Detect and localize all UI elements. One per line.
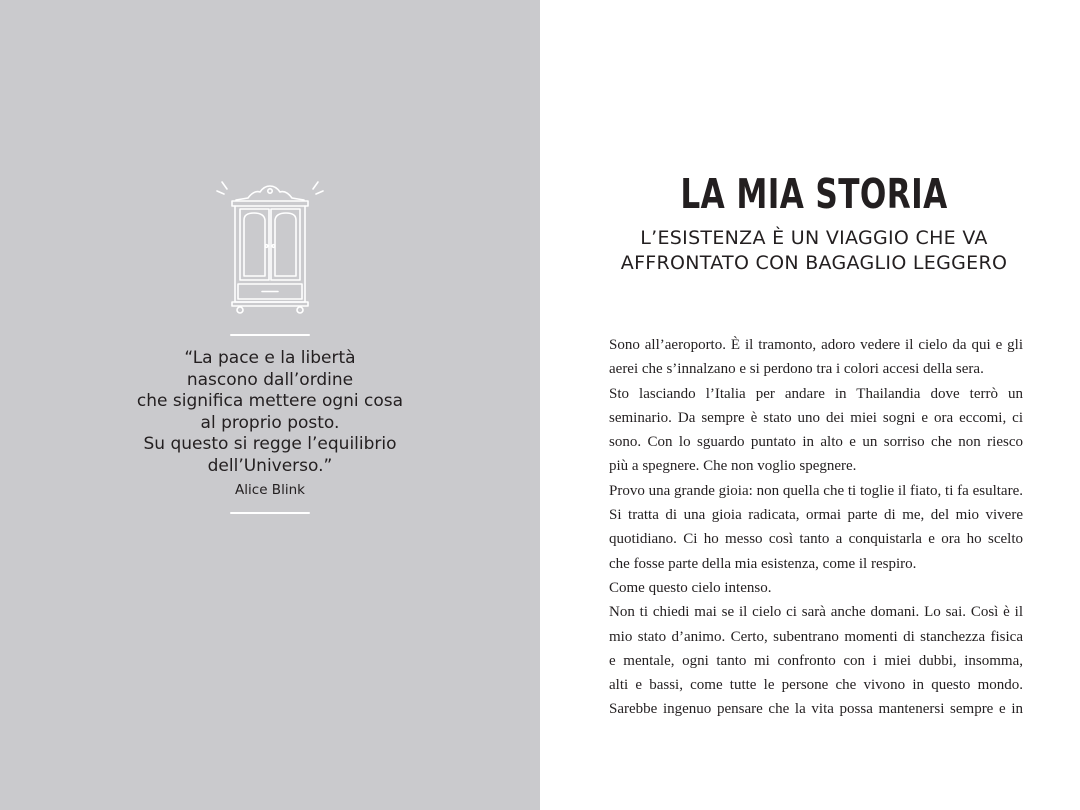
body-line: più a spegnere. Che non voglio spegnere. (609, 458, 857, 475)
quote-line: nascono dall’ordine (186, 369, 354, 390)
body-line: Non ti chiedi mai se il cielo ci sarà anche domani. Lo sai. Così è il (609, 604, 1023, 621)
epigraph-quote (100, 348, 440, 477)
subtitle-line: AFFRONTATO CON BAGAGLIO LEGGERO (620, 252, 1008, 274)
body-line: che fosse parte della mia esistenza, come il respiro. (609, 555, 917, 572)
chapter-body-text (609, 333, 1023, 722)
body-line: Si tratta di una gioia radicata, ormai parte di me, del mio vivere (609, 507, 1023, 524)
right-page (540, 0, 1080, 810)
body-line: seminario. Da sempre è stato uno dei miei sogni e ora eccomi, ci (609, 409, 1023, 426)
body-line: Provo una grande gioia: non quella che ti toglie il fiato, ti fa esultare. (609, 482, 1023, 499)
quote-divider-top (230, 334, 310, 336)
chapter-subtitle (554, 226, 1074, 276)
quote-line: al proprio posto. (200, 412, 340, 433)
subtitle-line: L’ESISTENZA È UN VIAGGIO CHE VA (640, 227, 988, 249)
body-line: aerei che s’innalzano e si perdono tra i colori accesi della sera. (609, 361, 984, 378)
body-line: quotidiano. Ci ho messo così tanto a conquistarla e ora ho scelto (609, 531, 1023, 548)
chapter-title: LA MIA STORIA (680, 170, 948, 218)
body-line: mio stato d’animo. Certo, subentrano momenti di stanchezza fisica (609, 628, 1023, 645)
body-line: Come questo cielo intenso. (609, 579, 772, 596)
body-line: Sarebbe ingenuo pensare che la vita possa mantenersi sempre e in (609, 701, 1023, 718)
quote-line: “La pace e la libertà (184, 348, 356, 368)
body-line: sono. Con lo sguardo puntato in alto e un sorriso che non riesco (609, 434, 1023, 451)
quote-author: Alice Blink (235, 482, 305, 498)
quote-line: dell’Universo.” (207, 455, 333, 476)
body-line: Sono all’aeroporto. È il tramonto, adoro vedere il cielo da qui e gli (609, 337, 1023, 353)
wardrobe-icon (208, 176, 332, 320)
quote-line: che significa mettere ogni cosa (136, 391, 404, 411)
body-line: Sto lasciando l’Italia per andare in Thailandia dove terrò un (609, 385, 1023, 402)
body-line: e mentale, ogni tanto mi confronto con i miei dubbi, insomma, (609, 652, 1023, 669)
quote-line: Su questo si regge l’equilibrio (143, 434, 397, 454)
body-line: alti e bassi, come tutte le persone che vivono in questo mondo. (609, 677, 1023, 694)
quote-divider-bottom (230, 512, 310, 514)
